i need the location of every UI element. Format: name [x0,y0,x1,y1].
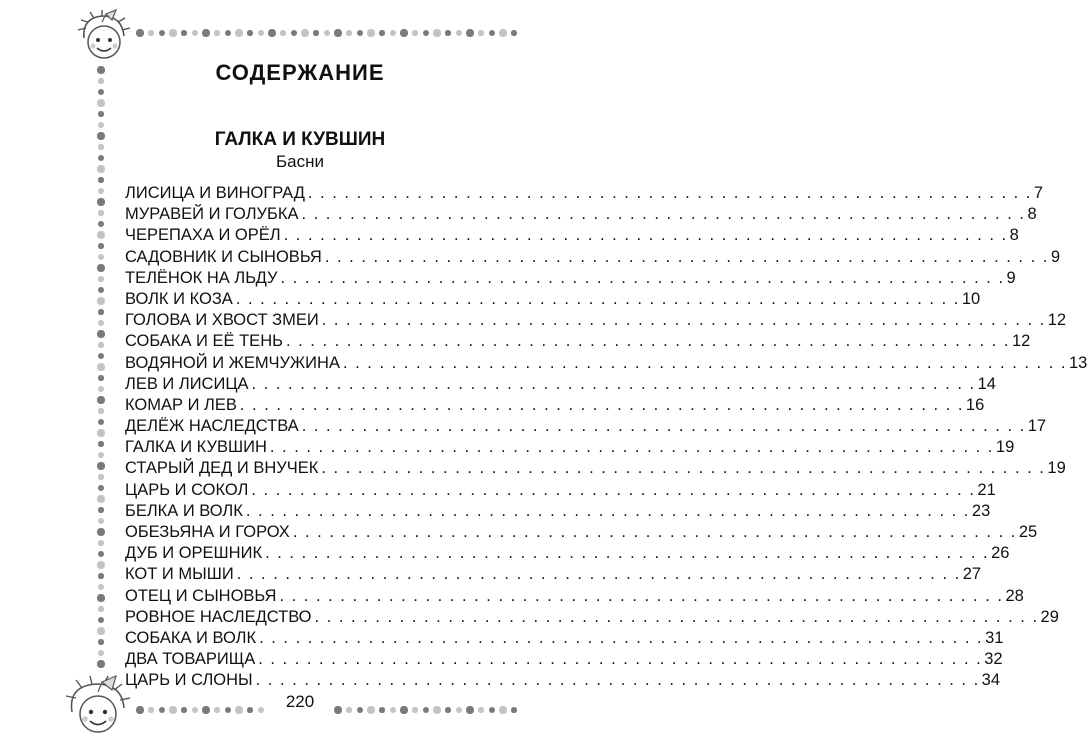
dot-leader: . . . . . . . . . . . . . . . . . . . . . . . . . . . . . . . . . . . . . . . . . . . . . . . . . . . . . . . . . . . . [342,353,1067,372]
dot-leader: . . . . . . . . . . . . . . . . . . . . . . . . . . . . . . . . . . . . . . . . . . . . . . . . . . . . . . . . . . . . [251,480,976,499]
border-dot [466,29,473,36]
toc-entry-title: ВОДЯНОЙ И ЖЕМЧУЖИНА [125,353,340,372]
toc-entry-title: ЧЕРЕПАХА И ОРЁЛ [125,226,281,245]
border-dot [400,29,407,36]
toc-entry-title: ТЕЛЁНОК НА ЛЬДУ [125,268,278,287]
border-dot [225,30,231,36]
border-dot [98,606,103,611]
toc-entry-page: 26 [991,544,1010,563]
border-dot [97,297,104,304]
border-dot [98,507,103,512]
toc-entry-page: 16 [965,395,985,414]
border-dot [367,29,374,36]
dot-leader: . . . . . . . . . . . . . . . . . . . . . . . . . . . . . . . . . . . . . . . . . . . . . . . . . . . . . . . . . . . . [235,289,960,308]
toc-entry-title: СОБАКА И ЕЁ ТЕНЬ [125,332,283,351]
dot-leader: . . . . . . . . . . . . . . . . . . . . . . . . . . . . . . . . . . . . . . . . . . . . . . . . . . . . . . . . . . . . [307,184,1032,202]
toc-entry-page: 21 [977,480,996,499]
border-dot [98,540,103,545]
toc-entry[interactable] [125,459,1066,480]
toc-entry-page: 19 [995,438,1015,457]
border-dot [159,30,165,36]
toc-entry-title: МУРАВЕЙ И ГОЛУБКА [125,205,299,224]
section-subtitle: Басни [276,152,324,171]
toc-entry[interactable] [125,417,1047,438]
dot-leader: . . . . . . . . . . . . . . . . . . . . . . . . . . . . . . . . . . . . . . . . . . . . . . . . . . . . . . . . . . . . [255,671,980,690]
border-dot [97,561,104,568]
toc-entry[interactable] [125,586,1024,608]
toc-entry[interactable] [125,607,1059,629]
dot-leader: . . . . . . . . . . . . . . . . . . . . . . . . . . . . . . . . . . . . . . . . . . . . . . . . . . . . . . . . . . . . [314,607,1039,626]
toc-entry[interactable] [125,247,1061,269]
toc-entry[interactable] [125,311,1067,332]
toc-entry-page: 8 [1009,226,1019,245]
dot-leader: . . . . . . . . . . . . . . . . . . . . . . . . . . . . . . . . . . . . . . . . . . . . . . . . . . . . . . . . . . . . [239,395,964,414]
toc-entry-page: 32 [984,650,1003,669]
toc-entry-page: 31 [985,628,1004,647]
border-dot [181,30,186,35]
border-dot [97,363,104,370]
dot-leader: . . . . . . . . . . . . . . . . . . . . . . . . . . . . . . . . . . . . . . . . . . . . . . . . . . . . . . . . . . . . [285,332,1010,351]
border-dot [423,30,429,36]
border-dot [247,30,252,35]
girl-face-icon [72,8,136,66]
border-dot [97,627,104,634]
toc-entry-page: 9 [1006,268,1016,287]
dot-leader: . . . . . . . . . . . . . . . . . . . . . . . . . . . . . . . . . . . . . . . . . . . . . . . . . . . . . . . . . . . . [269,438,994,457]
toc-entry[interactable] [125,205,1037,226]
dot-leader: . . . . . . . . . . . . . . . . . . . . . . . . . . . . . . . . . . . . . . . . . . . . . . . . . . . . . . . . . . . . [301,417,1026,436]
toc-entry[interactable] [125,650,1003,671]
dot-leader: . . . . . . . . . . . . . . . . . . . . . . . . . . . . . . . . . . . . . . . . . . . . . . . . . . . . . . . . . . . . [279,586,1004,605]
border-dot [235,29,242,36]
dot-leader: . . . . . . . . . . . . . . . . . . . . . . . . . . . . . . . . . . . . . . . . . . . . . . . . . . . . . . . . . . . . [301,205,1026,224]
toc-entry-page: 25 [1018,523,1038,541]
toc-entry[interactable] [125,671,1001,692]
toc-list [125,184,1087,693]
toc-entry-title: ОТЕЦ И СЫНОВЬЯ [125,586,277,605]
dot-leader: . . . . . . . . . . . . . . . . . . . . . . . . . . . . . . . . . . . . . . . . . . . . . . . . . . . . . . . . . . . . [251,374,976,393]
border-dot [169,29,176,36]
page-number: 220 [285,692,315,711]
border-dot [97,231,104,238]
toc-entry[interactable] [125,544,1010,565]
toc-entry-title: САДОВНИК И СЫНОВЬЯ [125,247,322,266]
border-dot [324,30,330,36]
dot-leader: . . . . . . . . . . . . . . . . . . . . . . . . . . . . . . . . . . . . . . . . . . . . . . . . . . . . . . . . . . . . [265,544,990,563]
border-dot [98,111,103,116]
border-dot [97,594,104,601]
border-dot [379,30,384,35]
border-dot [97,330,104,337]
border-dot [97,462,104,469]
border-dot [268,29,275,36]
toc-entry-title: ЛЕВ И ЛИСИЦА [125,374,249,393]
border-dot [98,584,104,590]
toc-entry-title: ЦАРЬ И СОКОЛ [125,480,249,499]
border-dot [98,375,103,380]
toc-entry-page: 17 [1027,417,1047,436]
border-dot [489,30,495,36]
border-dot [97,396,104,403]
border-dot [97,528,104,535]
border-dot [412,30,417,35]
border-dot [258,30,264,36]
border-dot [346,30,351,35]
border-dot [97,429,104,436]
border-dot [456,30,462,36]
toc-entry-page: 19 [1047,459,1066,478]
border-dot [148,30,153,35]
dot-leader: . . . . . . . . . . . . . . . . . . . . . . . . . . . . . . . . . . . . . . . . . . . . . . . . . . . . . . . . . . . . [321,459,1046,478]
toc-entry-title: ГАЛКА И КУВШИН [125,438,267,457]
toc-entry-page: 14 [977,374,996,393]
border-dot [98,210,103,215]
border-dot [313,30,318,35]
border-dot [98,188,104,194]
border-dot [98,254,104,260]
toc-entry-title: СОБАКА И ВОЛК [125,628,257,647]
border-dot [98,342,103,347]
border-dot [334,29,341,36]
border-dot [301,29,308,36]
border-dot [97,99,104,106]
toc-entry-title: ЦАРЬ И СЛОНЫ [125,671,253,690]
toc-entry-title: КОТ И МЫШИ [125,565,234,584]
border-dot [291,30,297,36]
dot-leader: . . . . . . . . . . . . . . . . . . . . . . . . . . . . . . . . . . . . . . . . . . . . . . . . . . . . . . . . . . . . [283,226,1008,245]
toc-entry[interactable] [125,353,1087,375]
toc-entry-title: БЕЛКА И ВОЛК [125,501,243,520]
toc-entry[interactable] [125,480,996,502]
toc-entry-page: 12 [1047,311,1067,330]
border-dot [98,639,103,644]
toc-entry-page: 8 [1027,205,1037,224]
border-dot [445,30,450,35]
toc-entry-page: 28 [1005,586,1024,605]
border-dot [192,30,198,36]
border-dot [202,29,209,36]
toc-entry[interactable] [125,395,985,417]
toc-entry-title: ВОЛК И КОЗА [125,289,233,308]
border-dot [98,573,103,578]
border-dot [98,452,104,458]
border-dot [98,276,103,281]
border-dot [98,650,104,656]
toc-entry[interactable] [125,501,991,523]
border-dot [357,30,363,36]
border-dot [478,30,483,35]
toc-entry[interactable] [125,184,1044,205]
border-dot [97,264,104,271]
toc-entry-title: ДВА ТОВАРИЩА [125,650,256,669]
toc-entry[interactable] [125,628,1004,650]
toc-entry-title: ЛИСИЦА И ВИНОГРАД [125,184,305,202]
toc-entry[interactable] [125,374,996,396]
toc-entry-page: 12 [1011,332,1031,351]
dot-leader: . . . . . . . . . . . . . . . . . . . . . . . . . . . . . . . . . . . . . . . . . . . . . . . . . . . . . . . . . . . . [259,628,984,647]
toc-entry-page: 23 [971,501,991,520]
toc-entry[interactable] [125,565,982,586]
border-dot [390,30,396,36]
border-dot [97,495,104,502]
border-dot [98,386,104,392]
toc-entry[interactable] [125,226,1019,247]
border-dot [214,30,219,35]
border-dot [98,441,103,446]
border-dot [98,243,103,248]
dot-leader: . . . . . . . . . . . . . . . . . . . . . . . . . . . . . . . . . . . . . . . . . . . . . . . . . . . . . . . . . . . . [280,268,1005,287]
border-dot [98,287,104,293]
toc-entry-page: 10 [961,289,981,308]
toc-entry-page: 34 [981,671,1001,690]
border-dot [98,309,103,314]
border-dot [499,29,506,36]
border-dot [98,177,103,182]
border-dot [98,320,104,326]
toc-entry-page: 7 [1033,184,1044,202]
border-dot [98,617,104,623]
border-dot [98,89,104,95]
toc-entry-page: 27 [962,565,982,584]
toc-entry-title: ДУБ И ОРЕШНИК [125,544,263,563]
border-dot [98,474,103,479]
border-dot [98,485,104,491]
toc-entry-page: 9 [1050,247,1061,266]
toc-entry-title: ГОЛОВА И ХВОСТ ЗМЕИ [125,311,319,330]
toc-entry-title: КОМАР И ЛЕВ [125,395,237,414]
dot-leader: . . . . . . . . . . . . . . . . . . . . . . . . . . . . . . . . . . . . . . . . . . . . . . . . . . . . . . . . . . . . [292,523,1017,541]
border-dot [98,408,103,413]
dot-leader: . . . . . . . . . . . . . . . . . . . . . . . . . . . . . . . . . . . . . . . . . . . . . . . . . . . . . . . . . . . . [245,501,970,520]
page-title: СОДЕРЖАНИЕ [215,60,385,85]
toc-entry-title: ОБЕЗЬЯНА И ГОРОХ [125,523,290,541]
dot-leader: . . . . . . . . . . . . . . . . . . . . . . . . . . . . . . . . . . . . . . . . . . . . . . . . . . . . . . . . . . . . [258,650,983,669]
border-dot [433,29,440,36]
dot-leader: . . . . . . . . . . . . . . . . . . . . . . . . . . . . . . . . . . . . . . . . . . . . . . . . . . . . . . . . . . . . [321,311,1046,330]
border-dot [98,122,104,128]
border-dot [280,30,285,35]
border-dot [97,660,104,667]
toc-entry[interactable] [125,332,1031,353]
toc-entry-title: ДЕЛЁЖ НАСЛЕДСТВА [125,417,299,436]
border-dot [98,551,104,557]
border-dot [98,419,104,425]
toc-entry[interactable] [125,289,981,311]
toc-entry[interactable] [125,523,1038,544]
border-dot [97,198,104,205]
border-dot [98,518,104,524]
toc-entry-page: 29 [1040,607,1059,626]
toc-entry-title: СТАРЫЙ ДЕД И ВНУЧЕК [125,459,319,478]
section-title: ГАЛКА И КУВШИН [214,129,386,150]
dot-leader: . . . . . . . . . . . . . . . . . . . . . . . . . . . . . . . . . . . . . . . . . . . . . . . . . . . . . . . . . . . . [324,247,1049,266]
dot-leader: . . . . . . . . . . . . . . . . . . . . . . . . . . . . . . . . . . . . . . . . . . . . . . . . . . . . . . . . . . . . [236,565,961,584]
border-dot [136,29,143,36]
toc-entry[interactable] [125,438,1015,459]
toc-entry[interactable] [125,268,1016,290]
border-dot [511,30,516,35]
toc-entry-title: РОВНОЕ НАСЛЕДСТВО [125,607,312,626]
border-dot [98,353,104,359]
border-dot [98,221,104,227]
toc-entry-page: 13 [1068,353,1087,372]
